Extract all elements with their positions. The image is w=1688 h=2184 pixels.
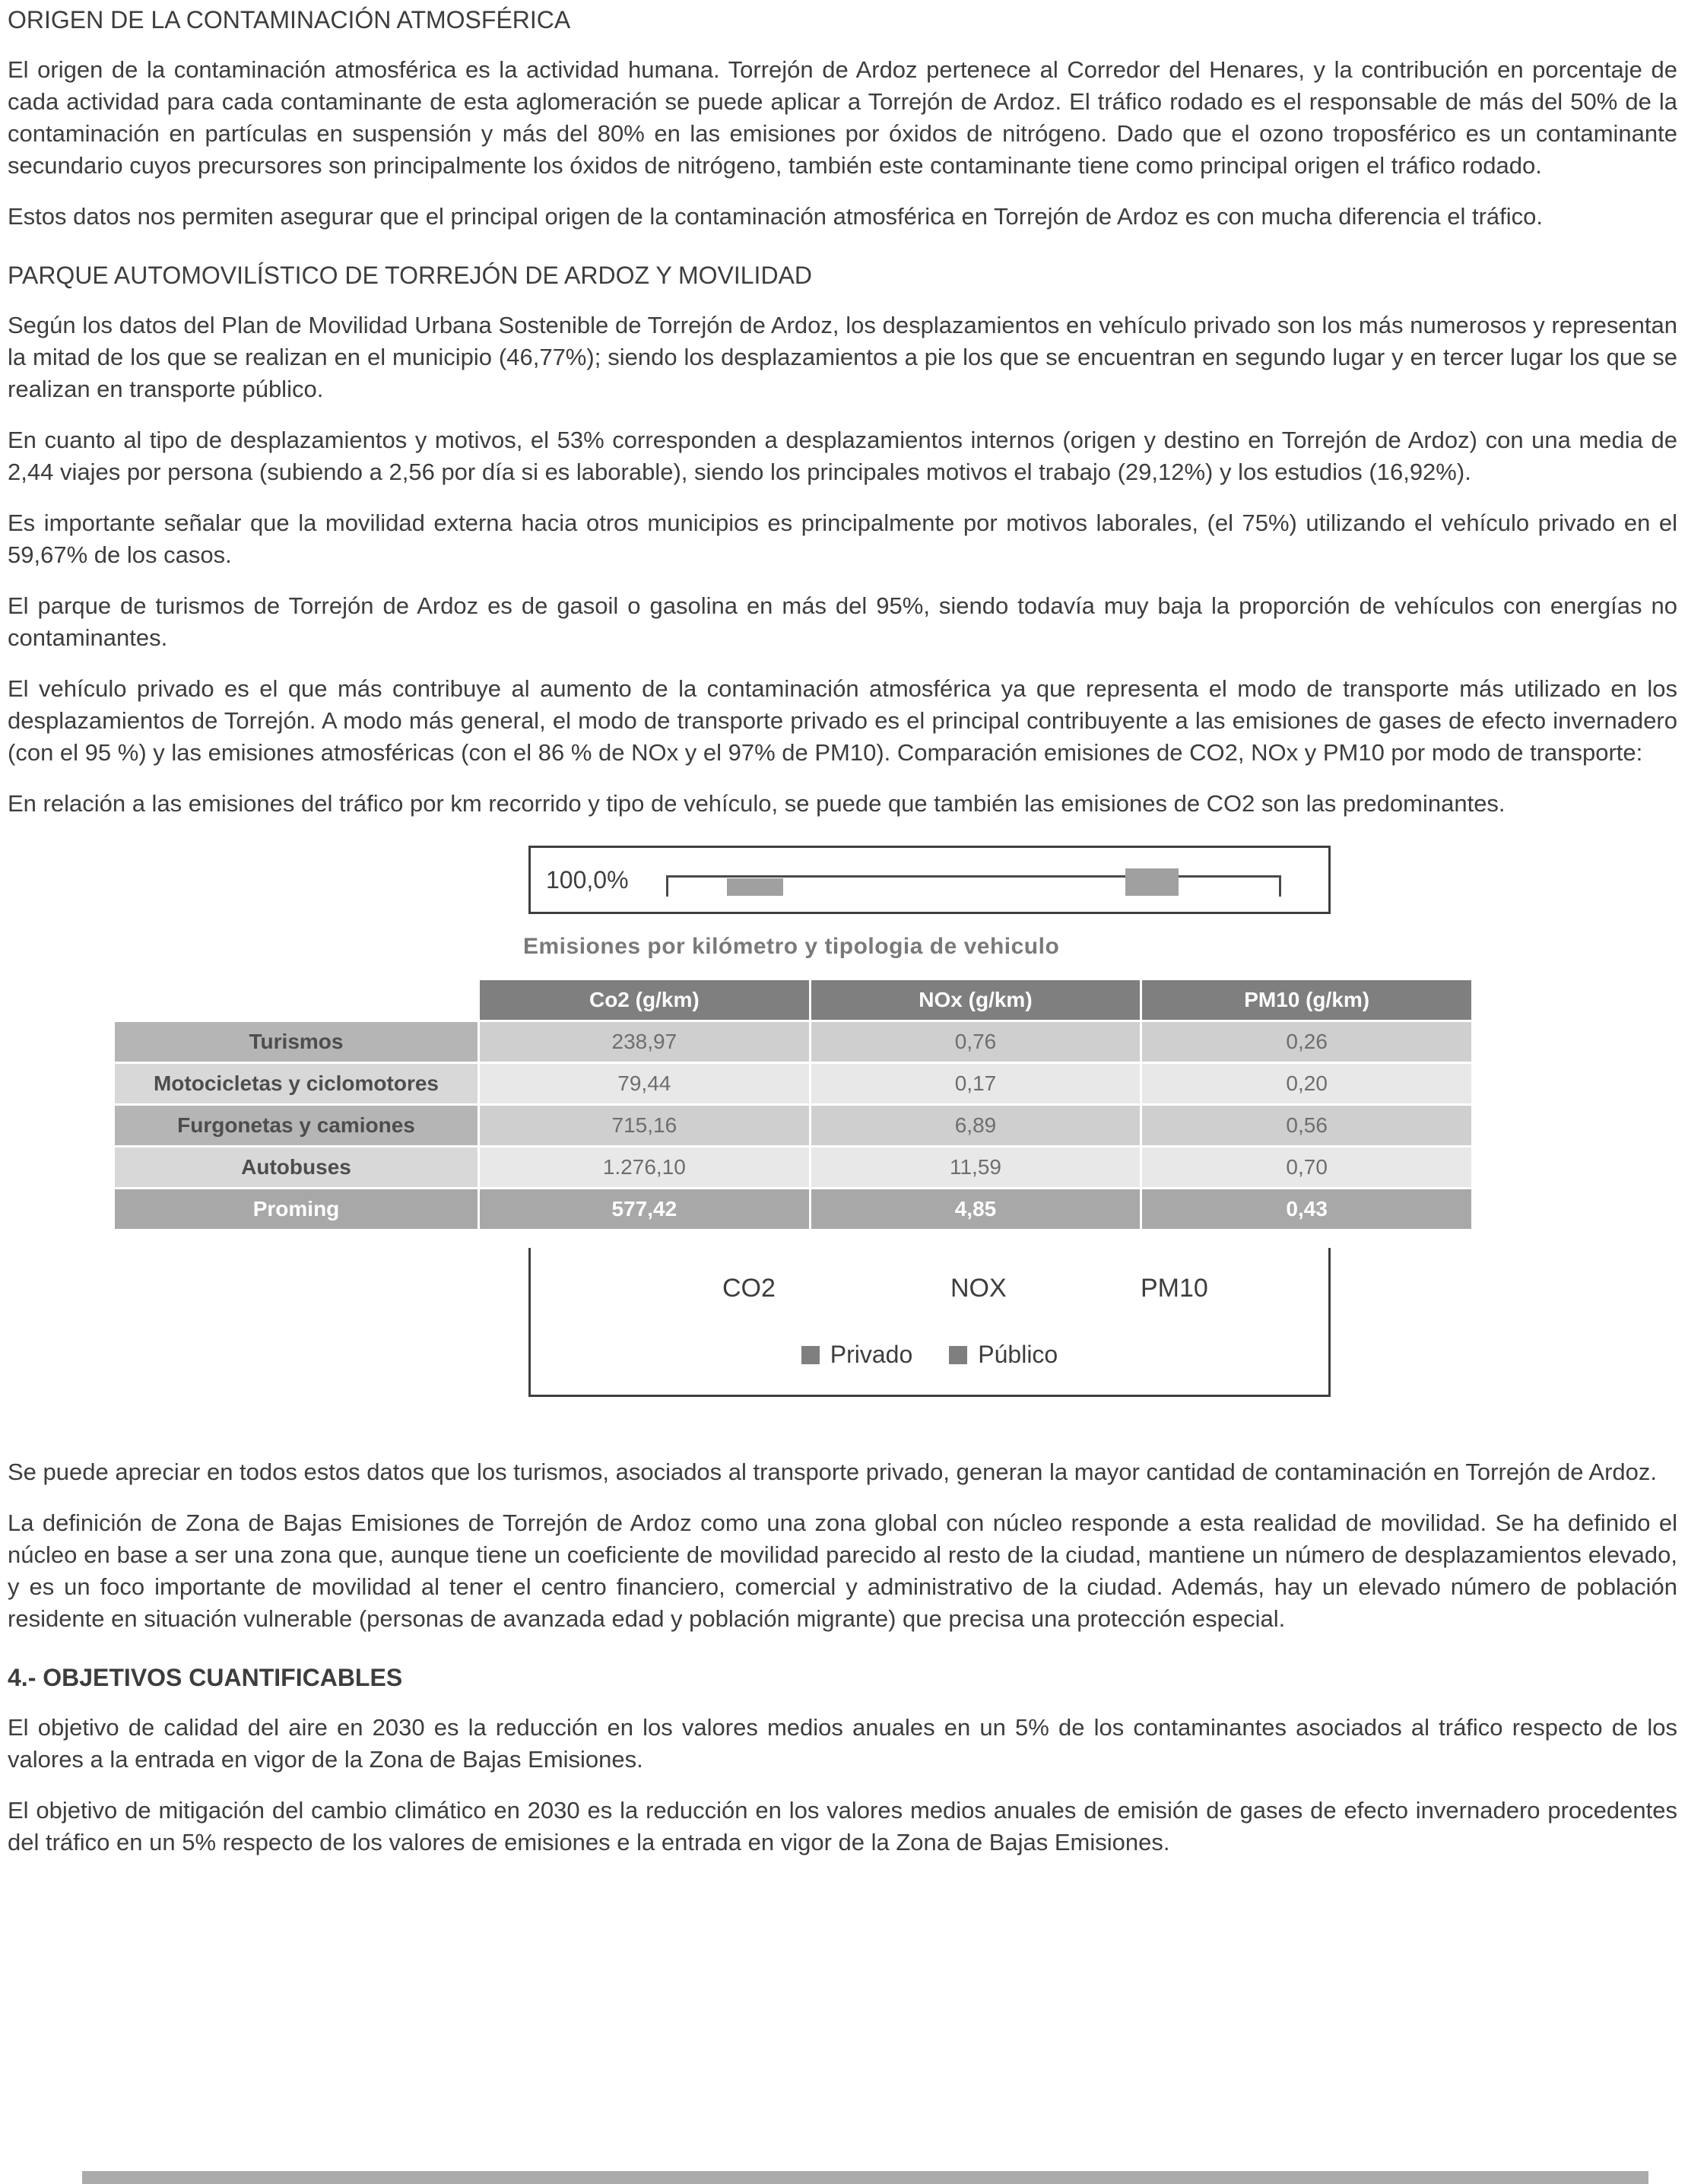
chart-legend	[531, 1341, 1328, 1369]
paragraph-objetivos-2: El objetivo de mitigación del cambio climático en 2030 es la reducción en los valores medios anuales de emisión de gases de efecto invernadero procedentes del tráfico en un 5% respecto de los valores de emisiones e la entrada en vigor de la Zona de Bajas Emisiones.	[8, 1797, 1677, 1855]
value-cell: 577,42	[479, 1189, 811, 1230]
table-row	[114, 1189, 1473, 1230]
figure-caption: Emisiones por kilómetro y tipologia de vehiculo	[523, 934, 1060, 959]
blank-header-cell	[114, 979, 479, 1021]
value-cell: 4,85	[810, 1189, 1141, 1230]
legend-swatch-icon	[801, 1346, 820, 1364]
bar-chart-bottom-fragment	[528, 1248, 1331, 1397]
row-label-cell: Furgonetas y camiones	[114, 1105, 479, 1147]
bar-chart-top-fragment	[528, 846, 1331, 914]
bar-fragment	[1125, 868, 1179, 896]
paragraph-origen-2: Estos datos nos permiten asegurar que el principal origen de la contaminación atmosférica en Torrejón de Ardoz es con mucha diferencia el tráfico.	[8, 203, 1543, 230]
row-label-cell: Motocicletas y ciclomotores	[114, 1063, 479, 1105]
legend-item-privado	[801, 1341, 913, 1369]
x-axis-label-nox: NOX	[950, 1274, 1007, 1303]
table-row	[114, 1147, 1473, 1189]
heading-parque-automovilistico: PARQUE AUTOMOVILÍSTICO DE TORREJÓN DE ARDOZ Y MOVILIDAD	[8, 262, 812, 289]
y-axis-top-label: 100,0%	[546, 866, 629, 894]
column-header-pm10: PM10 (g/km)	[1141, 979, 1473, 1021]
paragraph-conclusion-2: La definición de Zona de Bajas Emisiones de Torrejón de Ardoz como una zona global con núcleo responde a esta realidad de movilidad. Se ha definido el núcleo en base a ser una zona que, aunque tiene un coeficiente de movilidad parecido al resto de la ciudad, mantiene un número de desplazamientos elevado, y es un foco importante de movilidad al tener el centro financiero, comercial y administrativo de la ciudad. Además, hay un elevado número de población residente en situación vulnerable (personas de avanzada edad y población migrante) que precisa una protección especial.	[8, 1509, 1677, 1632]
paragraph-parque-1: Según los datos del Plan de Movilidad Urbana Sostenible de Torrejón de Ardoz, los desplazamientos en vehículo privado son los más numerosos y representan la mitad de los que se realizan en el municipio (46,77%); siendo los desplazamientos a pie los que se encuentran en segundo lugar y en tercer lugar los que se realizan en transporte público.	[8, 312, 1677, 402]
emissions-table	[113, 978, 1474, 1231]
paragraph-conclusion-1: Se puede apreciar en todos estos datos que los turismos, asociados al transporte privado, generan la mayor cantidad de contaminación en Torrejón de Ardoz.	[8, 1459, 1658, 1485]
legend-item-publico	[949, 1341, 1058, 1369]
legend-label-privado: Privado	[830, 1341, 913, 1368]
paragraph-parque-5: El vehículo privado es el que más contribuye al aumento de la contaminación atmosférica ya que representa el modo de transporte más utilizado en los desplazamientos de Torrejón. A modo más general, el modo de transporte privado es el principal contribuyente a las emisiones de gases de efecto invernadero (con el 95 %) y las emisiones atmosféricas (con el 86 % de NOx y el 97% de PM10). Comparación emisiones de CO2, NOx y PM10 por modo de transporte:	[8, 675, 1677, 766]
paragraph-parque-6: En relación a las emisiones del tráfico por km recorrido y tipo de vehículo, se puede que también las emisiones de CO2 son las predominantes.	[8, 790, 1506, 817]
value-cell: 11,59	[810, 1147, 1141, 1189]
legend-label-publico: Público	[978, 1341, 1058, 1368]
axis-corner-left	[666, 875, 668, 897]
bar-fragment	[727, 878, 783, 896]
value-cell: 6,89	[810, 1105, 1141, 1147]
table-row	[114, 1105, 1473, 1147]
value-cell: 0,26	[1141, 1021, 1473, 1063]
axis-corner-right	[1279, 875, 1281, 897]
value-cell: 0,20	[1141, 1063, 1473, 1105]
value-cell: 715,16	[479, 1105, 811, 1147]
value-cell: 79,44	[479, 1063, 811, 1105]
value-cell: 0,43	[1141, 1189, 1473, 1230]
row-label-cell: Autobuses	[114, 1147, 479, 1189]
row-label-cell: Proming	[114, 1189, 479, 1230]
row-label-cell: Turismos	[114, 1021, 479, 1063]
emissions-figure	[8, 846, 1677, 1397]
table-header-row	[114, 979, 1473, 1021]
table-row	[114, 1063, 1473, 1105]
paragraph-origen-1: El origen de la contaminación atmosférica es la actividad humana. Torrejón de Ardoz pertenece al Corredor del Henares, y la contribución en porcentaje de cada actividad para cada contaminante de esta aglomeración se puede aplicar a Torrejón de Ardoz. El tráfico rodado es el responsable de más del 50% de la contaminación en partículas en suspensión y más del 80% en las emisiones por óxidos de nitrógeno. Dado que el ozono troposférico es un contaminante secundario cuyos precursores son principalmente los óxidos de nitrógeno, también este contaminante tiene como principal origen el tráfico rodado.	[8, 56, 1677, 179]
next-element-cutoff-bar	[82, 2171, 1648, 2184]
value-cell: 0,76	[810, 1021, 1141, 1063]
value-cell: 0,70	[1141, 1147, 1473, 1189]
table-row	[114, 1021, 1473, 1063]
value-cell: 0,17	[810, 1063, 1141, 1105]
legend-swatch-icon	[949, 1346, 967, 1364]
x-axis-label-co2: CO2	[722, 1274, 776, 1303]
paragraph-parque-2: En cuanto al tipo de desplazamientos y motivos, el 53% corresponden a desplazamientos internos (origen y destino en Torrejón de Ardoz) con una media de 2,44 viajes por persona (subiendo a 2,56 por día si es laborable), siendo los principales motivos el trabajo (29,12%) y los estudios (16,92%).	[8, 427, 1677, 485]
x-axis-label-pm10: PM10	[1141, 1274, 1208, 1303]
column-header-co2: Co2 (g/km)	[479, 979, 811, 1021]
heading-objetivos-cuantificables: 4.- OBJETIVOS CUANTIFICABLES	[8, 1664, 403, 1691]
paragraph-objetivos-1: El objetivo de calidad del aire en 2030 es la reducción en los valores medios anuales en un 5% de los contaminantes asociados al tráfico respecto de los valores a la entrada en vigor de la Zona de Bajas Emisiones.	[8, 1714, 1677, 1773]
value-cell: 238,97	[479, 1021, 811, 1063]
value-cell: 1.276,10	[479, 1147, 811, 1189]
heading-origen-contaminacion: ORIGEN DE LA CONTAMINACIÓN ATMOSFÉRICA	[8, 6, 571, 33]
column-header-nox: NOx (g/km)	[810, 979, 1141, 1021]
paragraph-parque-3: Es importante señalar que la movilidad externa hacia otros municipios es principalmente por motivos laborales, (el 75%) utilizando el vehículo privado en el 59,67% de los casos.	[8, 509, 1677, 568]
emissions-table-body	[114, 1021, 1473, 1230]
axis-gridline	[666, 875, 1281, 878]
value-cell: 0,56	[1141, 1105, 1473, 1147]
paragraph-parque-4: El parque de turismos de Torrejón de Ardoz es de gasoil o gasolina en más del 95%, siendo todavía muy baja la proporción de vehículos con energías no contaminantes.	[8, 592, 1677, 651]
